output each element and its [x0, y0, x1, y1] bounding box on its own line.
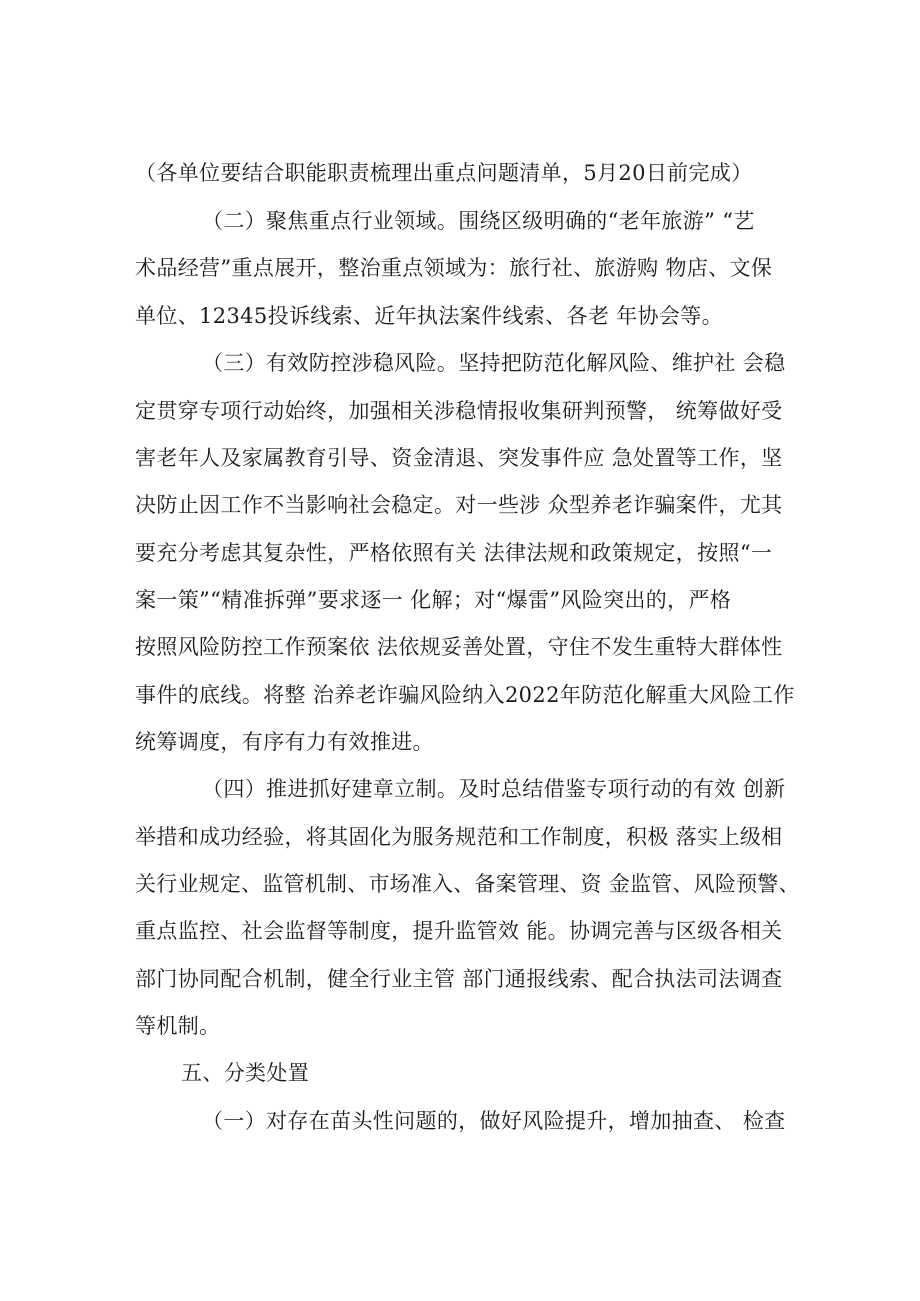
text-line: （二）聚焦重点行业领域。围绕区级明确的“老年旅游” “艺 [202, 209, 755, 233]
section-heading: 五、分类处置 [181, 1061, 310, 1085]
text-line: 要充分考虑其复杂性，严格依照有关 法律法规和政策规定，按照“一 [135, 541, 773, 565]
text-line: 按照风险防控工作预案依 法依规妥善处置，守住不发生重特大群体性 [135, 635, 783, 659]
text-line: 决防止因工作不当影响社会稳定。对一些涉 众型养老诈骗案件，尤其 [135, 493, 783, 517]
text-line: 统筹调度，有序有力有效推进。 [135, 730, 434, 754]
text-line: 案一策”“精准拆弹”要求逐一 化解；对“爆雷”风险突出的，严格 [135, 588, 732, 612]
text-line: 部门协同配合机制，健全行业主管 部门通报线索、配合执法司法调查 [135, 967, 783, 991]
text-line: 定贯穿专项行动始终，加强相关涉稳情报收集研判预警， 统筹做好受 [135, 399, 783, 423]
text-line: （各单位要结合职能职责梳理出重点问题清单，5月20日前完成） [135, 161, 753, 185]
text-line: 单位、12345投诉线索、近年执法案件线索、各老 年协会等。 [135, 304, 723, 328]
text-line: （一）对存在苗头性问题的，做好风险提升，增加抽查、 检查 [202, 1109, 786, 1133]
text-line: （三）有效防控涉稳风险。坚持把防范化解风险、维护社 会稳 [202, 351, 786, 375]
text-line: 术品经营”重点展开，整治重点领域为：旅行社、旅游购 物店、文保 [135, 256, 773, 280]
text-line: 举措和成功经验，将其固化为服务规范和工作制度，积极 落实上级相 [135, 825, 783, 849]
text-line: 等机制。 [135, 1014, 221, 1038]
text-line: 关行业规定、监管机制、市场准入、备案管理、资 金监管、风险预警、 [135, 872, 800, 896]
text-line: 害老年人及家属教育引导、资金清退、突发事件应 急处置等工作，坚 [135, 446, 783, 470]
text-line: 事件的底线。将整 治养老诈骗风险纳入2022年防范化解重大风险工作 [135, 683, 795, 707]
text-line: （四）推进抓好建章立制。及时总结借鉴专项行动的有效 创新 [202, 777, 786, 801]
text-line: 重点监控、社会监督等制度，提升监管效 能。协调完善与区级各相关 [135, 919, 783, 943]
